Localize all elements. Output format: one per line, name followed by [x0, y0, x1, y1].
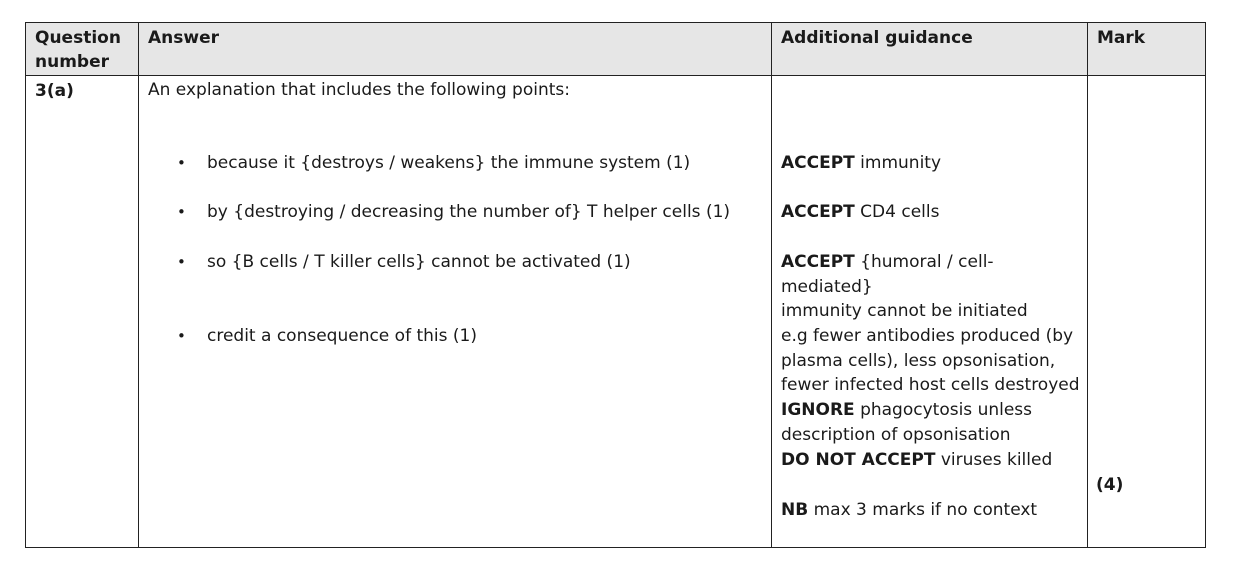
answer-point-text: so {B cells / T killer cells} cannot be activated (1)	[207, 252, 631, 272]
guidance-accept-immunity	[781, 151, 1081, 176]
answer-cell	[139, 76, 772, 548]
guidance-keyword: ACCEPT	[781, 202, 855, 222]
bullet-icon: •	[177, 253, 186, 271]
guidance-text: plasma cells), less opsonisation,	[781, 350, 1056, 371]
header-answer: Answer	[139, 23, 772, 76]
header-additional-guidance: Additional guidance	[772, 23, 1088, 76]
answer-point	[177, 152, 690, 174]
answer-intro: An explanation that includes the following points:	[148, 80, 570, 100]
guidance-text: immunity	[854, 153, 942, 173]
guidance-keyword: ACCEPT	[781, 153, 855, 173]
guidance-text: immunity cannot be initiated	[781, 301, 1028, 322]
guidance-cell	[772, 76, 1088, 548]
answer-point-text: credit a consequence of this (1)	[207, 326, 477, 346]
answer-point	[177, 325, 477, 347]
answer-point-text: by {destroying / decreasing the number of} T helper cells (1)	[207, 202, 731, 222]
answer-point-text: because it {destroys / weakens} the immune system (1)	[207, 153, 691, 173]
mark-scheme-table	[25, 22, 1206, 548]
mark-value: (4)	[1096, 475, 1124, 495]
guidance-text: phagocytosis unless	[854, 400, 1033, 421]
guidance-keyword: DO NOT ACCEPT	[781, 449, 936, 470]
mark-cell	[1088, 76, 1206, 548]
guidance-keyword: NB	[781, 500, 809, 520]
bullet-icon: •	[177, 327, 186, 345]
header-question-number: Question number	[26, 23, 139, 76]
guidance-accept-cd4	[781, 200, 1081, 225]
guidance-text: viruses killed	[935, 449, 1053, 470]
guidance-text: CD4 cells	[854, 202, 940, 222]
table-row	[26, 76, 1206, 548]
guidance-text: description of opsonisation	[781, 424, 1011, 445]
header-row	[26, 23, 1206, 76]
guidance-accept-humoral	[781, 250, 1081, 324]
question-cell	[26, 76, 139, 548]
answer-point	[177, 251, 631, 273]
answer-point	[177, 201, 730, 223]
guidance-nb	[781, 498, 1081, 523]
guidance-keyword: ACCEPT	[781, 252, 855, 272]
guidance-text: {humoral / cell-mediated}	[781, 252, 994, 297]
guidance-text: max 3 marks if no context	[808, 500, 1038, 520]
question-number: 3(a)	[35, 81, 74, 101]
guidance-keyword: IGNORE	[781, 400, 855, 421]
guidance-text: fewer infected host cells destroyed	[781, 375, 1080, 396]
bullet-icon: •	[177, 203, 186, 221]
header-mark: Mark	[1088, 23, 1206, 76]
guidance-text: e.g fewer antibodies produced (by	[781, 326, 1074, 346]
guidance-consequence-examples	[781, 324, 1081, 472]
bullet-icon: •	[177, 154, 186, 172]
